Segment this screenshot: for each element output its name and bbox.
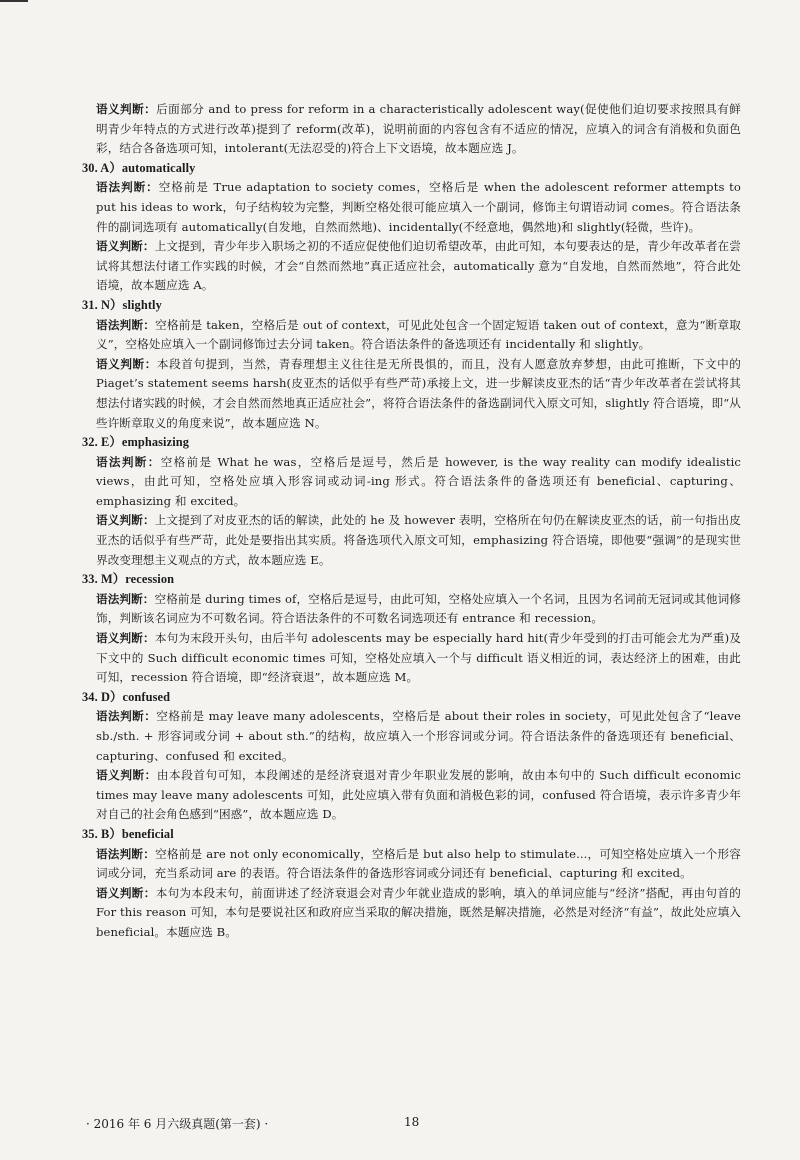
grammar-paragraph <box>96 316 741 355</box>
question-32 <box>82 433 741 570</box>
semantic-paragraph <box>96 766 741 825</box>
judgement-label: 语义判断： <box>96 356 157 371</box>
page-number: 18 <box>404 1115 420 1129</box>
judgement-label: 语法判断： <box>96 317 156 332</box>
judgement-text: 本段首句提到，当然，青春理想主义往往是无所畏惧的，而且，没有人愿意放弃梦想，由此可推断，下文中的 Piaget’s statement seems harsh(皮亚杰的话似乎有些严苛)承接上文，进一步解读皮亚杰的话“青少年改革者在尝试将其想法付诸实践的时候，才会自然而然地真正适应社会”，将符合语法条件的备选副词代入原文可知，slightly 符合语境，即“从些许断章取义的角度来说”，故本题应选 N。 <box>96 356 741 430</box>
intro-paragraph <box>96 100 741 159</box>
grammar-paragraph <box>96 707 741 766</box>
judgement-text: 由本段首句可知，本段阐述的是经济衰退对青少年职业发展的影响，故由本句中的 Such difficult economic times may leave many adolescents 可知，此处应填入带有负面和消极色彩的词，confused 符合语境，表示许多青少年对自己的社会角色感到“困惑”，故本题应选 D。 <box>96 768 741 822</box>
question-35 <box>82 825 741 943</box>
scan-corner-mark <box>0 0 28 2</box>
question-33 <box>82 570 741 688</box>
question-31 <box>82 296 741 433</box>
question-heading: 32. E）emphasizing <box>82 435 190 450</box>
question-34 <box>82 688 741 825</box>
judgement-text: 后面部分 and to press for reform in a characteristically adolescent way(促使他们迫切要求按照具有鲜明青少年特点的方式进行改革)提到了 reform(改革)，说明前面的内容包含有不适应的情况，应填入的词含有消极和负面色彩，结合各备选项可知，intolerant(无法忍受的)符合上下文语境，故本题应选 J。 <box>96 102 741 156</box>
judgement-text: 空格前是 taken，空格后是 out of context，可见此处包含一个固定短语 taken out of context，意为“断章取义”，空格处应填入一个副词修饰过去分词 taken。符合语法条件的备选项还有 incidentally 和 slightly。 <box>96 317 741 352</box>
judgement-label: 语义判断： <box>96 631 155 646</box>
judgement-text: 空格前是 What he was，空格后是逗号，然后是 however, is the way reality can modify idealistic views，由此可知，空格处应填入形容词或动词-ing 形式。符合语法条件的备选项还有 beneficial、capturing、emphasizing 和 excited。 <box>96 454 741 508</box>
semantic-paragraph <box>96 511 741 570</box>
question-heading: 35. B）beneficial <box>82 826 174 841</box>
judgement-text: 本句为本段末句，前面讲述了经济衰退会对青少年就业造成的影响，填入的单词应能与“经济”搭配，再由句首的 For this reason 可知，本句是要说社区和政府应当采取的解决措施，既然是解决措施，必然是对经济“有益”，故此处应填入 beneficial。本题应选 B。 <box>96 885 741 939</box>
judgement-text: 空格前是 are not only economically，空格后是 but also help to stimulate...，可知空格处应填入一个形容词或分词，充当系动词 are 的表语。符合语法条件的备选形容词或分词还有 beneficial、capturing 和 excited。 <box>96 846 741 881</box>
judgement-text: 空格前是 True adaptation to society comes，空格后是 when the adolescent reformer attempts to put his ideas to work，句子结构较为完整，判断空格处很可能应填入一个副词，修饰主句谓语动词 comes。符合语法条件的副词选项有 automatically(自发地，自然而然地)、incidentally(不经意地，偶然地)和 slightly(轻微，些许)。 <box>96 180 741 234</box>
semantic-paragraph <box>96 629 741 688</box>
semantic-paragraph <box>96 884 741 943</box>
judgement-text: 空格前是 may leave many adolescents，空格后是 about their roles in society，可见此处包含了“leave sb./sth. + 形容词或分词 + about sth.”的结构，故应填入一个形容词或分词。符合语法条件的备选项还有 beneficial、capturing、confused 和 excited。 <box>96 709 741 763</box>
judgement-label: 语义判断： <box>96 513 155 528</box>
answer-explanations <box>82 100 741 943</box>
semantic-paragraph <box>96 355 741 433</box>
question-heading: 30. A）automatically <box>82 160 196 175</box>
judgement-label: 语法判断： <box>96 180 159 195</box>
judgement-label: 语法判断： <box>96 454 161 469</box>
judgement-label: 语义判断： <box>96 102 157 116</box>
question-heading: 31. N）slightly <box>82 297 162 312</box>
judgement-text: 本句为末段开头句，由后半句 adolescents may be especially hard hit(青少年受到的打击可能会尤为严重)及下文中的 Such difficult economic times 可知，空格处应填入一个与 difficult 语义相近的词，表达经济上的困难，由此可知，recession 符合语境，即“经济衰退”，故本题应选 M。 <box>96 631 741 685</box>
judgement-label: 语法判断： <box>96 591 155 606</box>
semantic-paragraph <box>96 237 741 296</box>
grammar-paragraph <box>96 178 741 237</box>
question-heading: 33. M）recession <box>82 572 175 587</box>
grammar-paragraph <box>96 845 741 884</box>
grammar-paragraph <box>96 590 741 629</box>
judgement-label: 语法判断： <box>96 846 156 861</box>
grammar-paragraph <box>96 453 741 512</box>
judgement-label: 语义判断： <box>96 885 156 900</box>
question-30 <box>82 159 741 296</box>
judgement-label: 语义判断： <box>96 768 157 783</box>
judgement-text: 上文提到了对皮亚杰的话的解读，此处的 he 及 however 表明，空格所在句仍在解读皮亚杰的话，前一句指出皮亚杰的话似乎有些严苛，此处是要指出其实质。将备选项代入原文可知，emphasizing 符合语境，即他要“强调”的是现实世界改变理想主义观点的方式，故本题应选 E。 <box>96 513 741 567</box>
judgement-label: 语义判断： <box>96 239 155 254</box>
footer-title: · 2016 年 6 月六级真题(第一套) · <box>86 1117 269 1131</box>
judgement-text: 上文提到，青少年步入职场之初的不适应促使他们迫切希望改革，由此可知，本句要表达的是，青少年改革者在尝试将其想法付诸工作实践的时候，才会“自然而然地”真正适应社会，automatically 意为“自发地，自然而然地”，符合此处语境，故本题应选 A。 <box>96 239 741 293</box>
judgement-label: 语法判断： <box>96 709 157 724</box>
judgement-text: 空格前是 during times of，空格后是逗号，由此可知，空格处应填入一个名词，且因为名词前无冠词或其他词修饰，判断该名词应为不可数名词。符合语法条件的不可数名词选项还有 entrance 和 recession。 <box>96 591 741 626</box>
question-heading: 34. D）confused <box>82 689 171 704</box>
